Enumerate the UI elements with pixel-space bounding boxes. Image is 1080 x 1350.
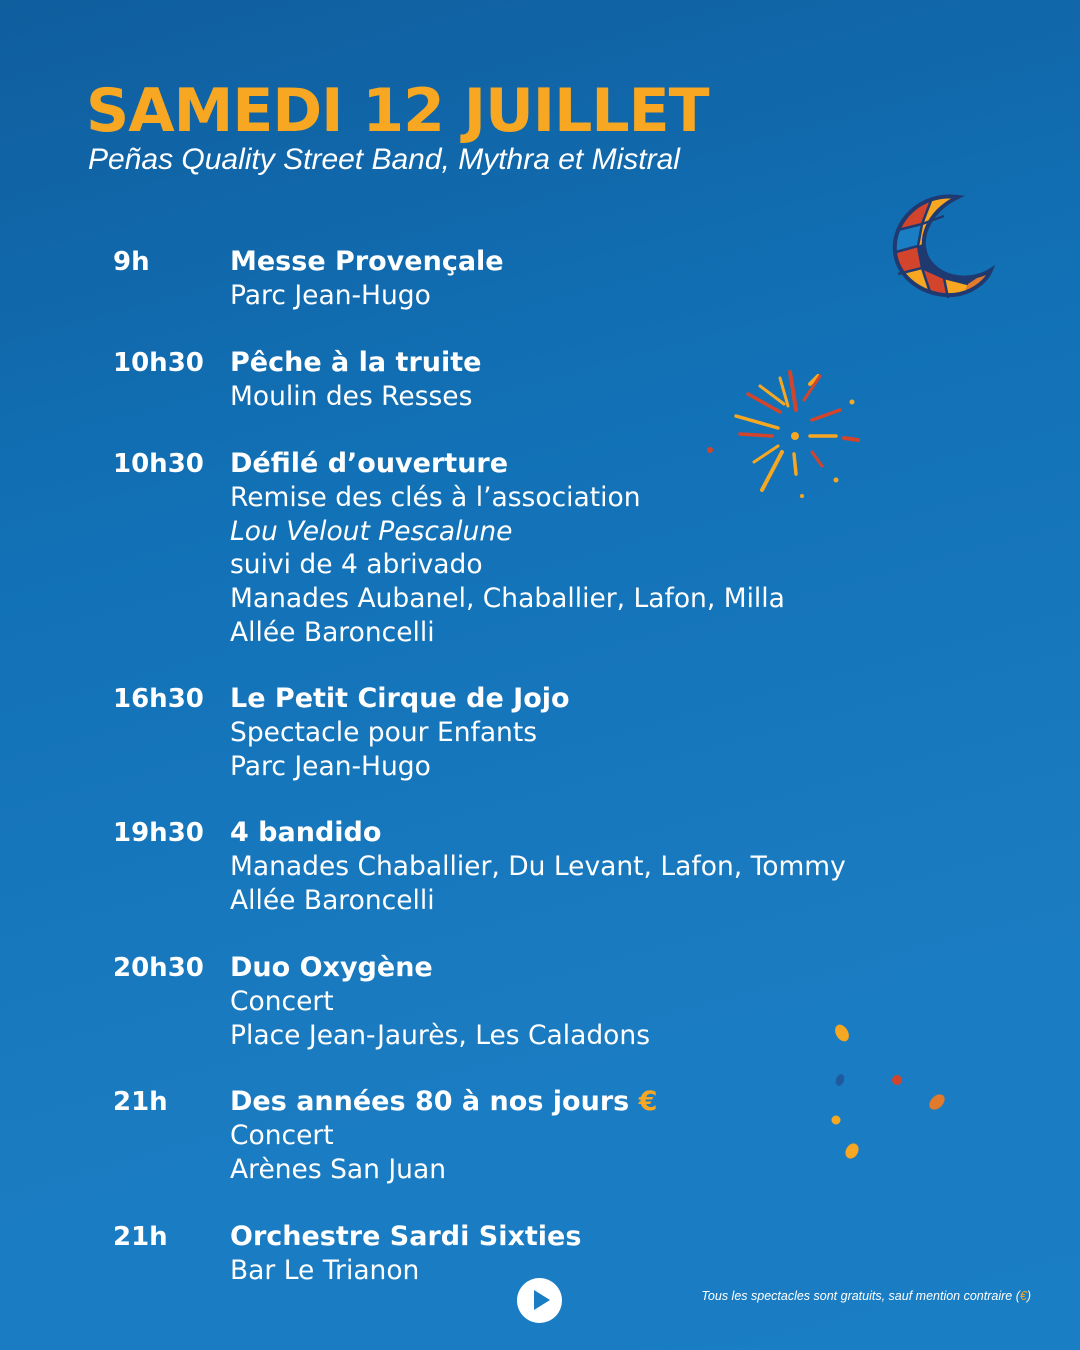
paid-badge: € bbox=[638, 1086, 658, 1117]
event-detail: Manades Chaballier, Du Levant, Lafon, Tommy bbox=[230, 851, 846, 882]
event-title: Défilé d’ouverture bbox=[230, 448, 509, 479]
event-time: 21h bbox=[113, 1222, 168, 1252]
event-time: 9h bbox=[113, 247, 150, 277]
event-time: 21h bbox=[113, 1087, 168, 1117]
footnote-end: ) bbox=[1026, 1289, 1031, 1303]
event-venue: Arènes San Juan bbox=[230, 1153, 446, 1185]
event-title: Orchestre Sardi Sixties bbox=[230, 1221, 582, 1252]
event-detail: Lou Velout Pescalune bbox=[230, 515, 513, 547]
event-title-row bbox=[230, 1085, 657, 1119]
event-venue: Allée Baroncelli bbox=[230, 616, 435, 648]
event-detail: Spectacle pour Enfants bbox=[230, 717, 538, 748]
footnote bbox=[701, 1288, 1031, 1304]
event-time: 10h30 bbox=[113, 348, 204, 378]
event-time: 16h30 bbox=[113, 684, 204, 714]
event-title: Des années 80 à nos jours bbox=[230, 1086, 630, 1117]
event-detail: Concert bbox=[230, 986, 334, 1017]
event-title: Pêche à la truite bbox=[230, 347, 482, 378]
event-title: Messe Provençale bbox=[230, 246, 504, 277]
event-venue: Bar Le Trianon bbox=[230, 1255, 420, 1286]
event-detail: Concert bbox=[230, 1120, 334, 1151]
event-title: Le Petit Cirque de Jojo bbox=[230, 683, 570, 714]
event-title: 4 bandido bbox=[230, 817, 382, 848]
event-title: Duo Oxygène bbox=[230, 952, 433, 983]
event-detail: Remise des clés à l’association bbox=[230, 482, 641, 513]
event-venue: Place Jean-Jaurès, Les Caladons bbox=[230, 1019, 651, 1051]
event-detail: Manades Aubanel, Chaballier, Lafon, Milla bbox=[230, 583, 785, 615]
event-venue: Moulin des Resses bbox=[230, 381, 473, 412]
event-venue: Parc Jean-Hugo bbox=[230, 750, 431, 782]
page-title: SAMEDI 12 JUILLET bbox=[86, 76, 709, 146]
footnote-text: Tous les spectacles sont gratuits, sauf mention contraire ( bbox=[701, 1289, 1020, 1303]
event-time: 10h30 bbox=[113, 449, 204, 479]
event-time: 20h30 bbox=[113, 953, 204, 983]
event-venue: Allée Baroncelli bbox=[230, 884, 435, 916]
play-icon bbox=[534, 1290, 550, 1310]
event-detail: suivi de 4 abrivado bbox=[230, 549, 483, 581]
play-button[interactable] bbox=[517, 1278, 562, 1323]
footnote-euro: € bbox=[1019, 1289, 1027, 1303]
event-venue: Parc Jean-Hugo bbox=[230, 280, 431, 311]
page-subtitle: Peñas Quality Street Band, Mythra et Mistral bbox=[88, 143, 680, 176]
event-time: 19h30 bbox=[113, 818, 204, 848]
